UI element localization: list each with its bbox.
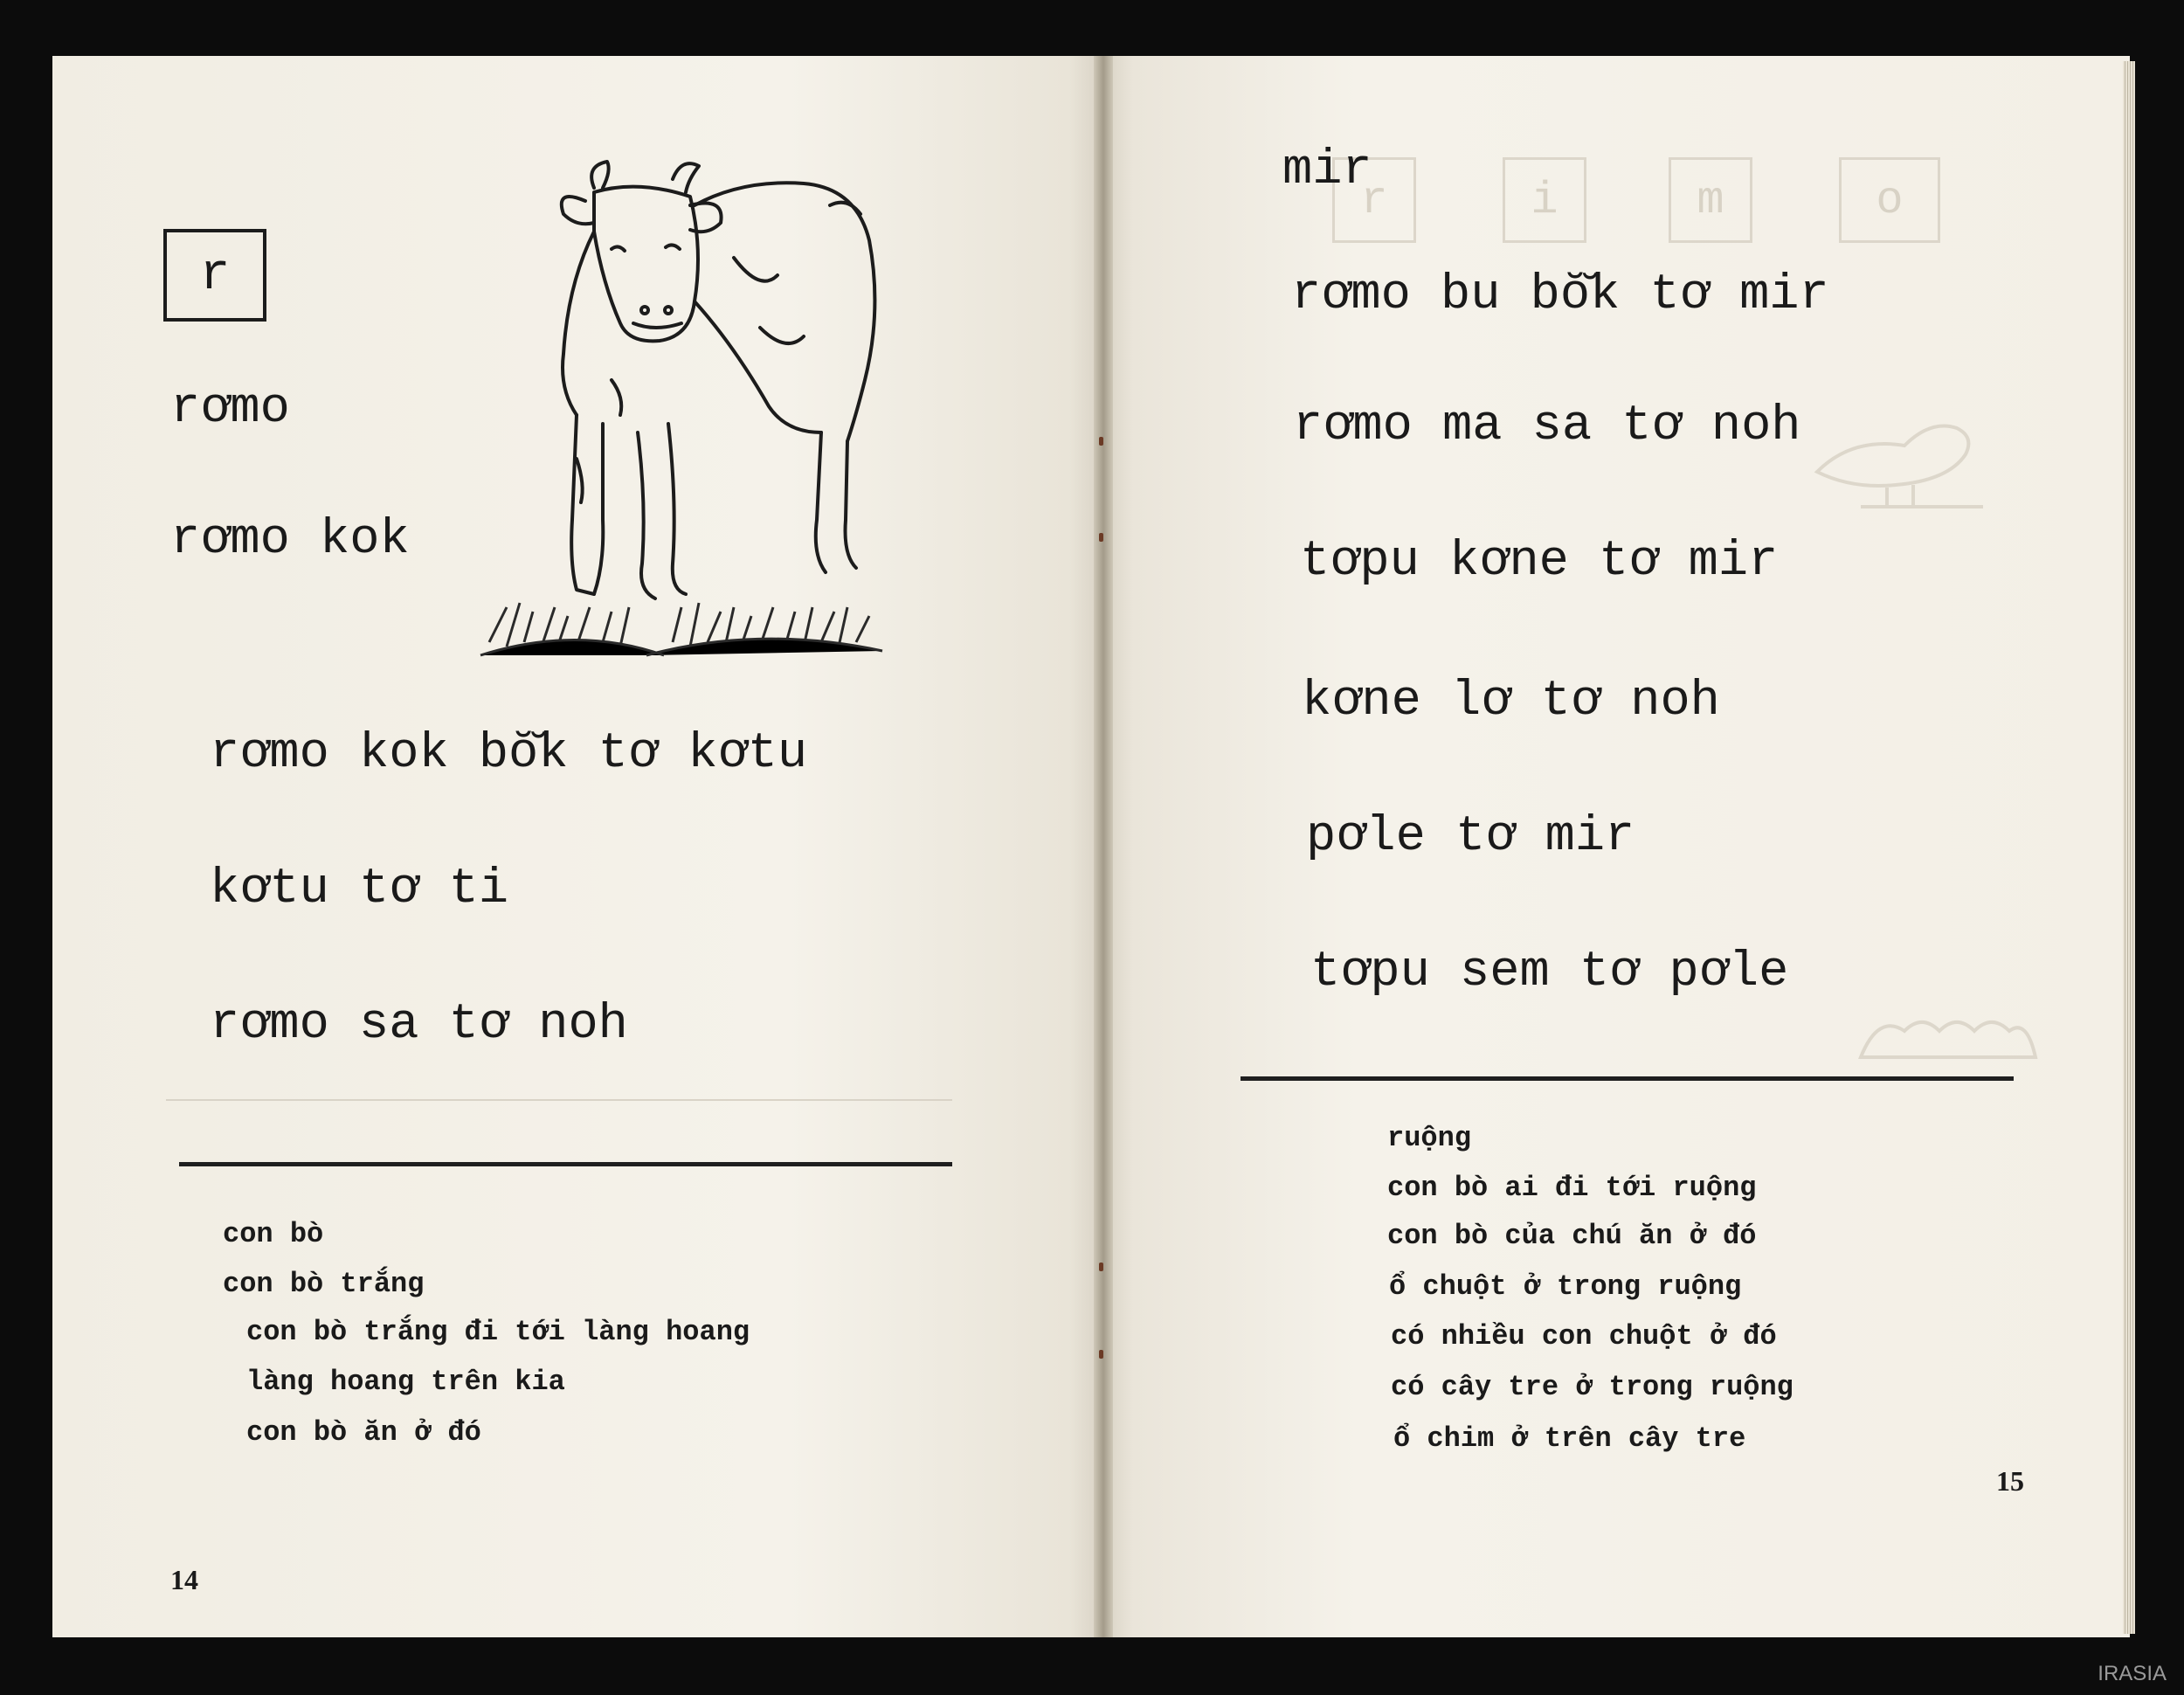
- show-through-letter: i: [1503, 157, 1586, 243]
- page-number: 15: [1996, 1465, 2024, 1497]
- divider-rule: [1241, 1076, 2014, 1081]
- watermark: IRASIA: [2098, 1662, 2167, 1685]
- translation-line: làng hoang trên kia: [246, 1366, 565, 1398]
- letter-box: r: [163, 229, 266, 322]
- reading-line: rơmo bu bŏ̆k tơ mir: [1291, 267, 1829, 323]
- show-through-bird-icon: [1800, 384, 1992, 515]
- translation-line: con bò trắng: [223, 1268, 425, 1300]
- translation-line: ổ chim ở trên cây tre: [1393, 1422, 1746, 1455]
- translation-line: con bò ai đi tới ruộng: [1387, 1172, 1757, 1204]
- binding-stitch: [1099, 1263, 1103, 1271]
- reading-line: kơne lơ tơ noh: [1302, 674, 1720, 730]
- reading-line: mir: [1282, 142, 1372, 198]
- binding-stitch: [1099, 1350, 1103, 1359]
- reading-line: tơpu kơne tơ mir: [1300, 534, 1779, 590]
- divider-rule: [179, 1162, 952, 1166]
- binding-stitch: [1099, 437, 1103, 446]
- reading-line: kơtu tơ ti: [210, 861, 509, 917]
- show-through-letter: o: [1839, 157, 1940, 243]
- reading-line: tơpu sem tơ pơle: [1310, 944, 1789, 1000]
- translation-line: có cây tre ở trong ruộng: [1391, 1371, 1794, 1403]
- translation-line: ổ chuột ở trong ruộng: [1389, 1270, 1742, 1303]
- book-spine: [1094, 56, 1113, 1637]
- page-edges: [2123, 61, 2135, 1634]
- show-through-letter: m: [1669, 157, 1752, 243]
- translation-line: con bò: [223, 1218, 324, 1250]
- reading-line: rơmo kok: [170, 512, 410, 568]
- reading-line: rơmo ma sa tơ noh: [1293, 398, 1801, 454]
- translation-line: con bò của chú ăn ở đó: [1387, 1220, 1757, 1252]
- binding-stitch: [1099, 533, 1103, 542]
- reading-line: rơmo kok bŏ̆k tơ kơtu: [210, 726, 808, 782]
- cow-illustration-icon: [472, 153, 891, 686]
- show-through-letter: r: [1332, 157, 1416, 243]
- translation-line: có nhiều con chuột ở đó: [1391, 1320, 1777, 1353]
- translation-line: con bò ăn ở đó: [246, 1416, 481, 1449]
- faint-rule: [166, 1099, 952, 1101]
- show-through-caterpillar-icon: [1852, 1005, 2044, 1066]
- reading-line: rơmo: [170, 381, 290, 437]
- reading-line: rơmo sa tơ noh: [210, 997, 628, 1053]
- translation-line: con bò trắng đi tới làng hoang: [246, 1316, 750, 1348]
- page-number: 14: [170, 1564, 198, 1595]
- translation-line: ruộng: [1387, 1122, 1472, 1154]
- reading-line: pơle tơ mir: [1306, 809, 1635, 865]
